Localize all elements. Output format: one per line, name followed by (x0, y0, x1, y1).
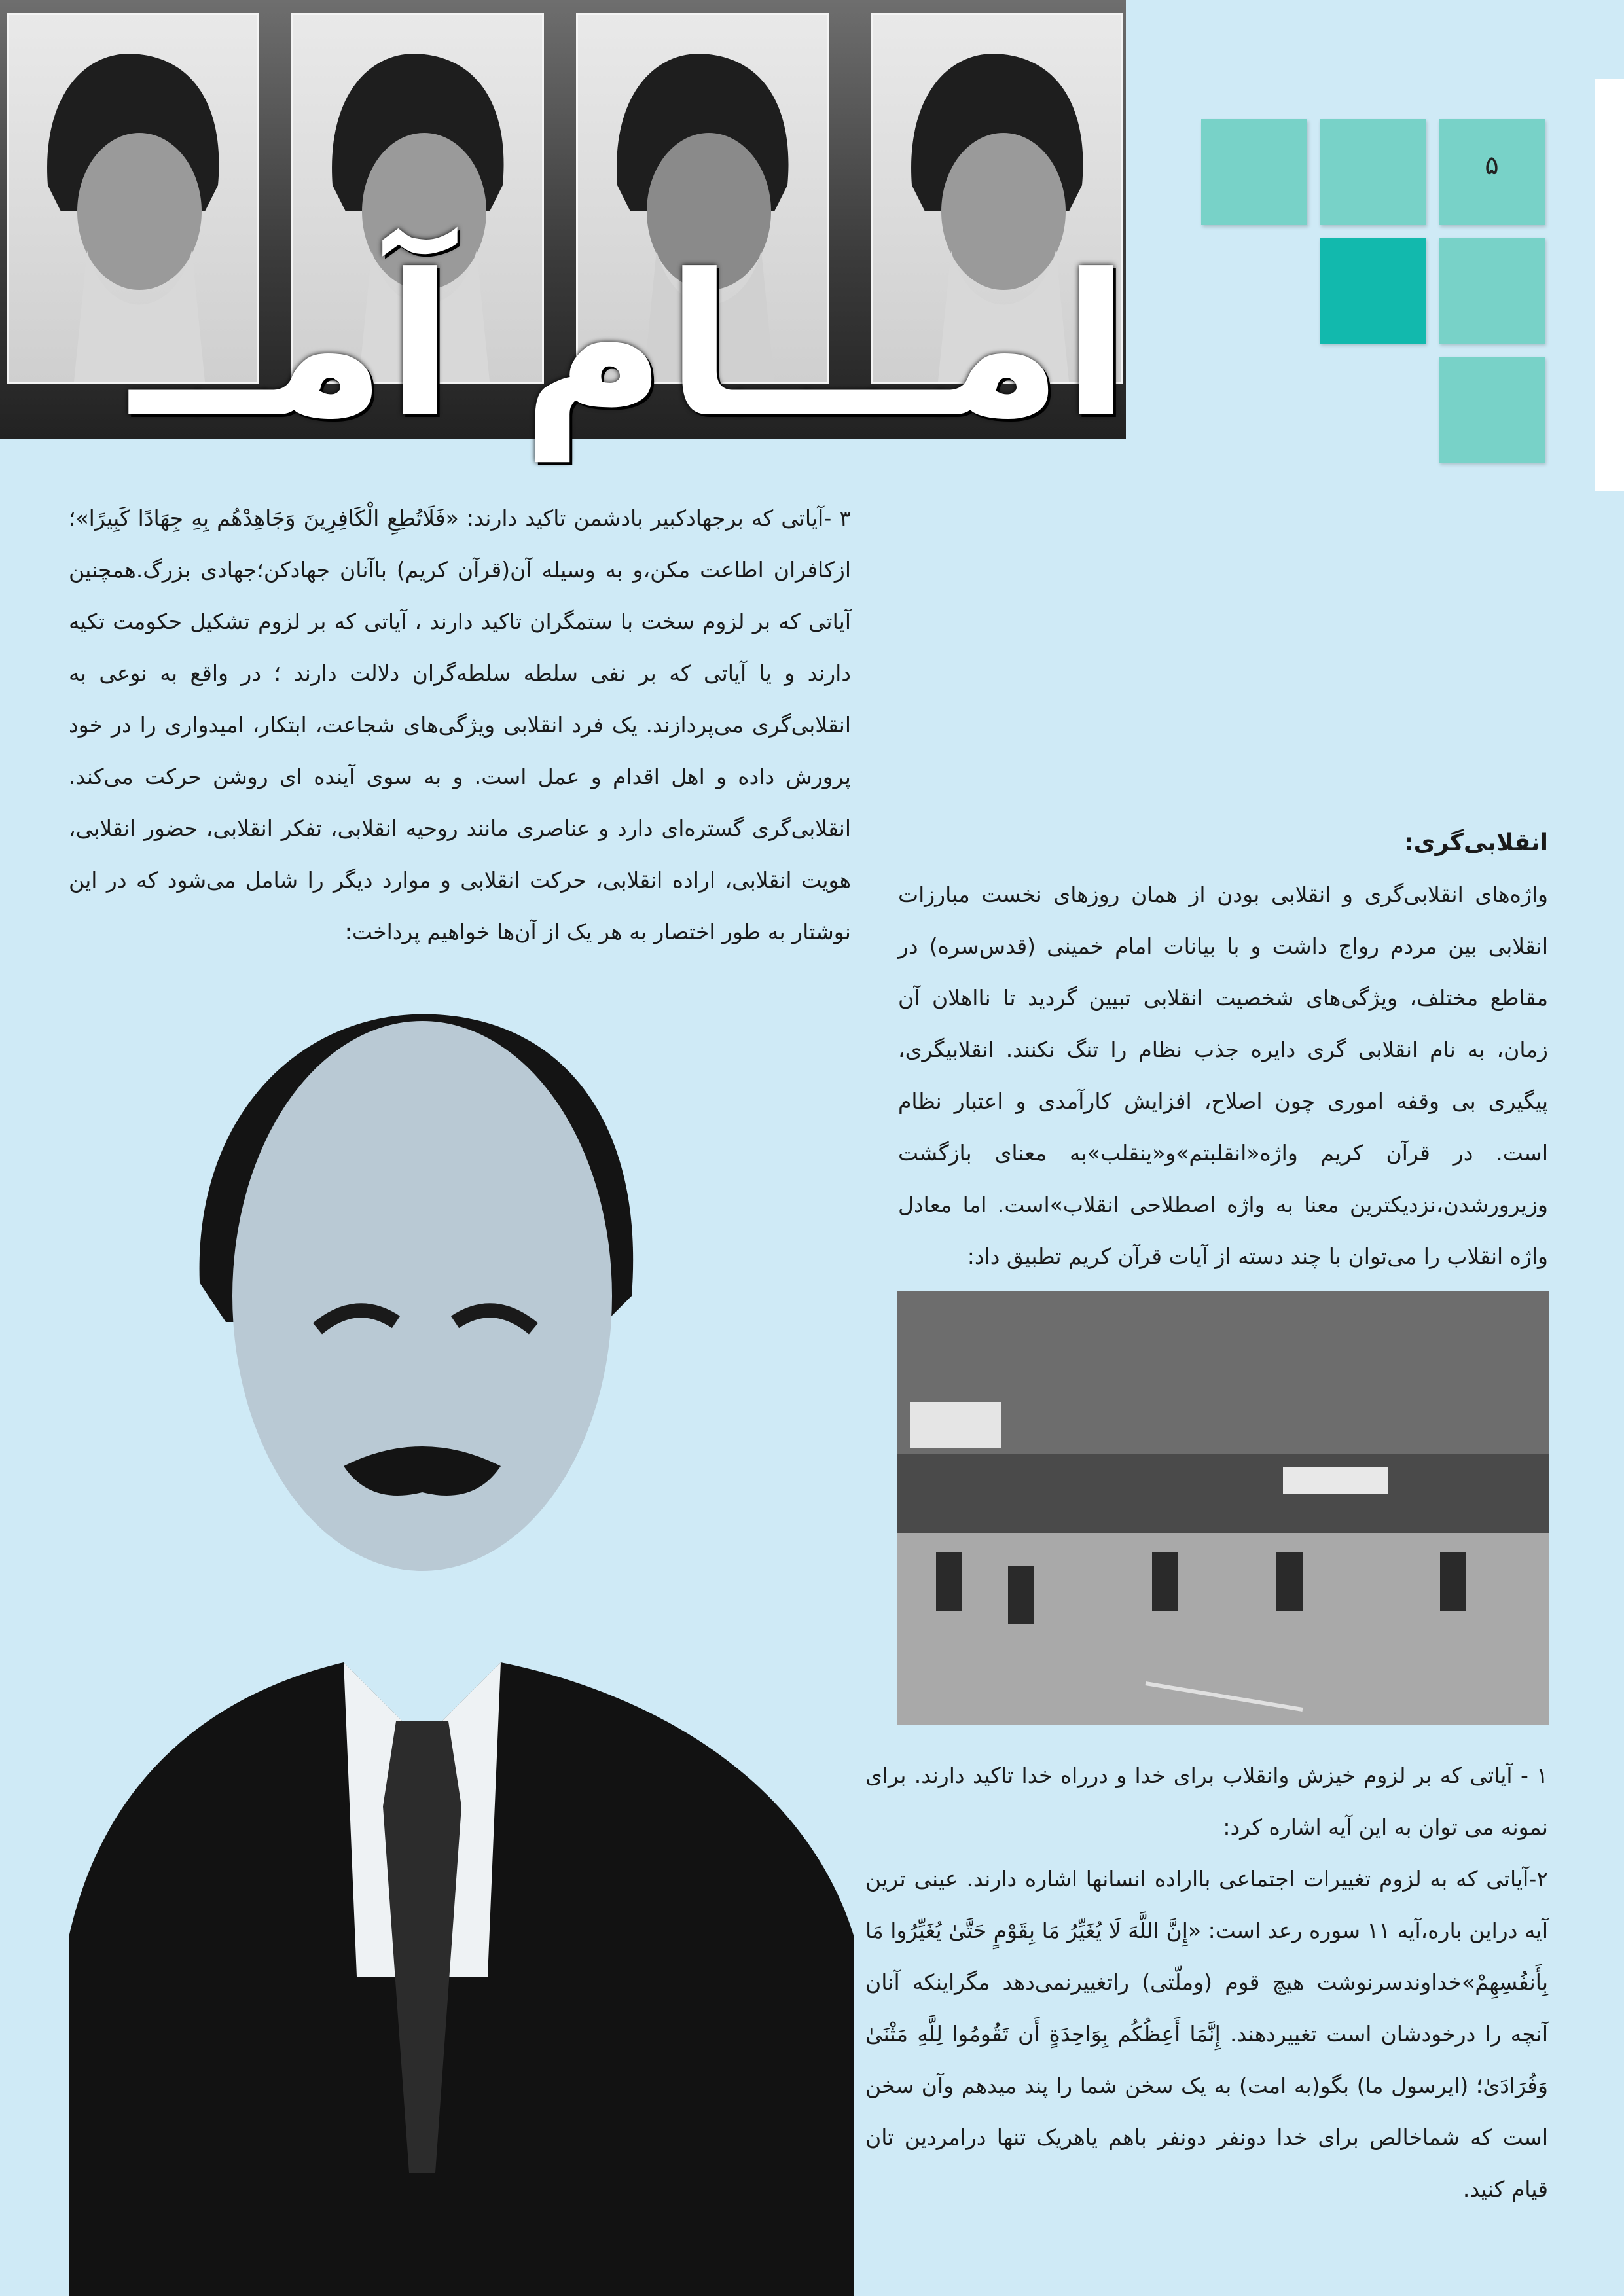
decor-tile-accent (1320, 238, 1426, 344)
list-item: ۲-آیاتی که به لزوم تغییرات اجتماعی بااراده انسانها اشاره دارند. عینی ترین آیه دراین باره،آیه ۱۱ سوره رعد است: «إِنَّ اللَّهَ لَا یُغَیِّرُ مَا بِقَوْمٍ حَتَّىٰ یُغَیِّرُوا مَا بِأَنفُسِهِمْ»خداوندسرنوشت هیچ قوم (وملّتی) راتغییرنمی‌دهد مگراینکه آنان آنچه را درخودشان است تغییردهند. إِنَّمَا أَعِظُکُم بِوَاحِدَةٍ أَن تَقُومُوا لِلَّهِ مَثْنَىٰ وَفُرَادَىٰ؛ (ایرسول ما) بگو(به امت) به یک سخن شما را پند میدهم وآن سخن است که شماخالص برای خدا دونفر دونفر باهم یاهریک تنها درامردین تان قیام کنید. (865, 1866, 1548, 2202)
right-column-intro (898, 817, 1548, 1282)
portrait-photo (69, 956, 854, 2296)
page-number: ۵ (1485, 151, 1499, 181)
section-heading: انقلابی‌گری: (1404, 829, 1548, 856)
edge-strip (1595, 79, 1624, 491)
decor-tile (1439, 357, 1545, 463)
headline: امـــام آمــ (130, 232, 1130, 461)
left-column-text (69, 492, 851, 958)
right-column-items (865, 1749, 1548, 2215)
list-item: ۱ - آیاتی که بر لزوم خیزش وانقلاب برای خدا و درراه خدا تاکید دارند. برای نمونه می توان به این آیه اشاره کرد: (865, 1763, 1548, 1840)
decor-tile (1439, 238, 1545, 344)
decor-tile (1201, 119, 1307, 225)
decor-tile (1320, 119, 1426, 225)
page-number-tile (1439, 119, 1545, 225)
paragraph: ۳ -آیاتی که برجهادکبیر بادشمن تاکید دارند: «فَلَاتُطِعِ الْکَافِرِینَ وَجَاهِدْهُم بِهِ جِهَادًا کَبِیرًا»؛ ازکافران اطاعت مکن،و به وسیله آن(قرآن کریم) باآنان جهادکن؛جهادی بزرگ.همچنین آیاتی که بر لزوم سخت با ستمگران تاکید دارند ، آیاتی که بر لزوم تشکیل حکومت تکیه دارند و یا آیاتی که بر نفی سلطه سلطه‌گران دلالت دارند ؛ در واقع به نوعی به انقلابی‌گری می‌پردازند. یک فرد انقلابی ویژگی‌های شجاعت، ابتکار، امیدواری را در خود پرورش داده و اهل اقدام و عمل است. و به سوی آینده ای روشن حرکت می‌کند. انقلابی‌گری گستره‌ای دارد و عناصری مانند روحیه انقلابی، تفکر انقلابی، حضور انقلابی، هویت انقلابی، اراده انقلابی، حرکت انقلابی و موارد دیگر را شامل می‌شود که در این نوشتار به طور اختصار به هر یک از آن‌ها خواهیم پرداخت: (69, 505, 851, 944)
paragraph: واژه‌های انقلابی‌گری و انقلابی بودن از همان روزهای نخست مبارزات انقلابی بین مردم رواج داشت و با بیانات امام خمینی (قدس‌سره) در مقاطع مختلف، ویژگی‌های شخصیت انقلابی تبیین گردید تا نااهلان آن زمان، به نام انقلابی گری دایره جذب نظام را تنگ نکنند. انقلابیگری، پیگیری بی وقفه اموری چون اصلاح، افزایش کارآمدی و اعتبار نظام است. در قرآن کریم واژه«انقلبتم»و«ینقلب»به معنای بازگشت وزیرورشدن،نزدیکترین معنا به واژه اصطلاحی انقلاب»است. اما معادل واژه انقلاب را می‌توان با چند دسته از آیات قرآن کریم تطبیق داد: (898, 882, 1548, 1269)
protest-photo (897, 1291, 1549, 1725)
